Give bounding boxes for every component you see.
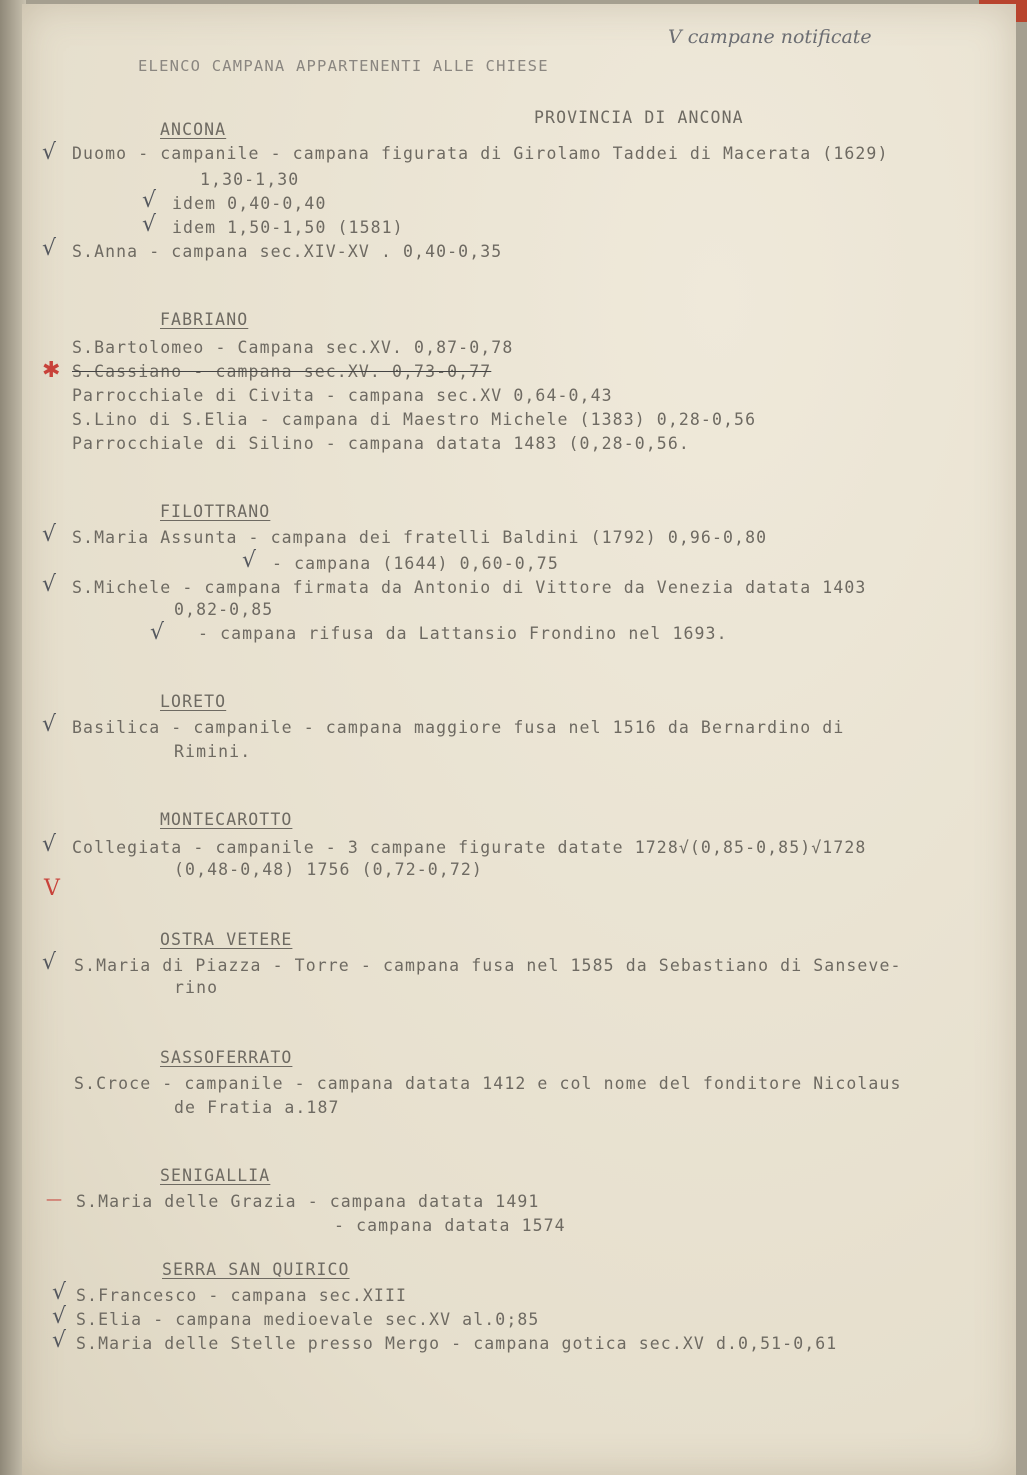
- entry-line: - campana datata 1574: [334, 1216, 566, 1235]
- entry-line: rino: [174, 978, 219, 997]
- entry-line: S.Elia - campana medioevale sec.XV al.0;85: [76, 1310, 540, 1329]
- entry-line: S.Lino di S.Elia - campana di Maestro Michele (1383) 0,28-0,56: [72, 410, 757, 429]
- entry-line: Parrocchiale di Civita - campana sec.XV 0,64-0,43: [72, 386, 613, 405]
- entry-line: (0,48-0,48) 1756 (0,72-0,72): [174, 860, 483, 879]
- entry-line: S.Maria delle Stelle presso Mergo - campana gotica sec.XV d.0,51-0,61: [76, 1334, 838, 1353]
- entry-line: S.Francesco - campana sec.XIII: [76, 1286, 408, 1305]
- section-heading-senigallia: SENIGALLIA: [160, 1166, 271, 1185]
- check-mark-icon: √: [150, 620, 165, 645]
- entry-line: S.Maria delle Grazia - campana datata 1491: [76, 1192, 540, 1211]
- entry-line: Collegiata - campanile - 3 campane figurate datate 1728√(0,85-0,85)√1728: [72, 838, 867, 857]
- entry-line: S.Michele - campana firmata da Antonio di Vittore da Venezia datata 1403: [72, 578, 867, 597]
- red-mark-icon: ✱: [42, 358, 61, 383]
- handwritten-note: V campane notificate: [668, 26, 872, 48]
- check-mark-icon: √: [52, 1328, 67, 1353]
- check-mark-icon: √: [42, 712, 57, 737]
- check-mark-icon: √: [42, 140, 57, 165]
- check-mark-icon: √: [52, 1280, 67, 1305]
- check-mark-icon: √: [42, 572, 57, 597]
- check-mark-icon: √: [242, 548, 257, 573]
- entry-line: Parrocchiale di Silino - campana datata 1483 (0,28-0,56.: [72, 434, 690, 453]
- section-heading-loreto: LORETO: [160, 692, 227, 711]
- section-heading-fabriano: FABRIANO: [160, 310, 249, 329]
- entry-line: 1,30-1,30: [200, 170, 300, 189]
- document-page: [22, 4, 1016, 1475]
- check-mark-icon: √: [52, 1304, 67, 1329]
- check-mark-icon: √: [42, 832, 57, 857]
- entry-line-struck: [72, 362, 491, 382]
- check-mark-icon: √: [42, 236, 57, 261]
- entry-line: S.Maria di Piazza - Torre - campana fusa nel 1585 da Sebastiano di Sanseve-: [74, 956, 902, 975]
- entry-line: idem 1,50-1,50 (1581): [172, 218, 404, 237]
- entry-line: Basilica - campanile - campana maggiore fusa nel 1516 da Bernardino di: [72, 718, 845, 737]
- entry-line: - campana (1644) 0,60-0,75: [272, 554, 559, 573]
- check-mark-icon: √: [42, 950, 57, 975]
- section-heading-filottrano: FILOTTRANO: [160, 502, 271, 521]
- section-heading-sassoferrato: SASSOFERRATO: [160, 1048, 293, 1067]
- province-heading: PROVINCIA DI ANCONA: [534, 108, 744, 127]
- section-heading-serra-san-quirico: SERRA SAN QUIRICO: [162, 1260, 350, 1279]
- check-mark-icon: √: [142, 188, 157, 213]
- red-check-mark-icon: V: [44, 876, 60, 901]
- entry-line: idem 0,40-0,40: [172, 194, 327, 213]
- section-heading-montecarotto: MONTECAROTTO: [160, 810, 293, 829]
- entry-line: S.Maria Assunta - campana dei fratelli Baldini (1792) 0,96-0,80: [72, 528, 768, 547]
- entry-line: de Fratia a.187: [174, 1098, 340, 1117]
- check-mark-icon: √: [42, 522, 57, 547]
- struck-text: S.Cassiano - campana sec.XV. 0,73-0,77: [72, 362, 492, 381]
- section-heading-ostra-vetere: OSTRA VETERE: [160, 930, 293, 949]
- entry-line: S.Croce - campanile - campana datata 1412 e col nome del fonditore Nicolaus: [74, 1074, 902, 1093]
- entry-line: - campana rifusa da Lattansio Frondino nel 1693.: [198, 624, 728, 643]
- check-mark-icon: √: [142, 212, 157, 237]
- document-title: ELENCO CAMPANA APPARTENENTI ALLE CHIESE: [138, 57, 549, 75]
- entry-line: S.Anna - campana sec.XIV-XV . 0,40-0,35: [72, 242, 503, 261]
- entry-line: 0,82-0,85: [174, 600, 274, 619]
- entry-line: S.Bartolomeo - Campana sec.XV. 0,87-0,78: [72, 338, 514, 357]
- entry-line: Duomo - campanile - campana figurata di Girolamo Taddei di Macerata (1629): [72, 144, 889, 163]
- section-heading-ancona: ANCONA: [160, 120, 227, 139]
- entry-line: Rimini.: [174, 742, 252, 761]
- red-dash-icon: —: [46, 1189, 62, 1208]
